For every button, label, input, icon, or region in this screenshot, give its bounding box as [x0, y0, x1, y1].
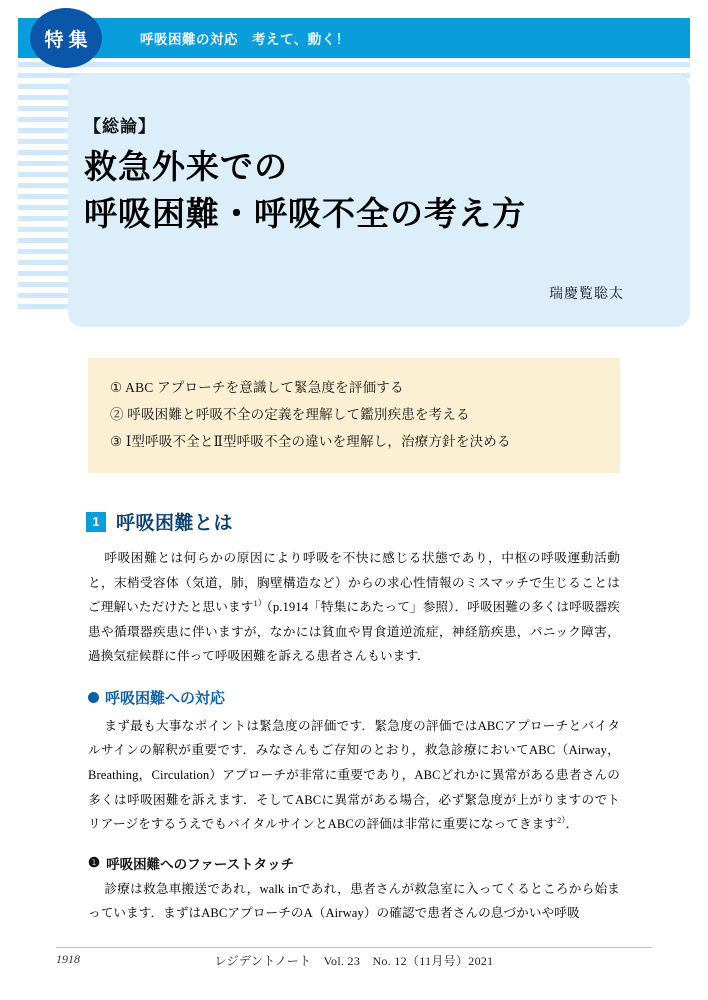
page-title — [84, 144, 526, 238]
subsection-heading-1-label: 呼吸困難への対応 — [105, 689, 226, 707]
subsection-heading-2 — [88, 853, 620, 873]
paragraph-2 — [88, 714, 620, 837]
list-item: ③ Ⅰ型呼吸不全とⅡ型呼吸不全の違いを理解し，治療方針を決める — [110, 434, 511, 449]
banner-header-title: 呼吸困難の対応 考えて、動く！ — [140, 32, 350, 47]
paragraph-2-cont: ． — [565, 817, 579, 832]
objectives-box — [88, 358, 620, 473]
article-kind-label: 【総論】 — [84, 117, 156, 136]
bullet-icon — [88, 692, 99, 703]
paragraph-1-text: 呼吸困難とは何らかの原因により呼吸を不快に感じる状態であり，中枢の呼吸運動活動と，末梢受容体（気道，肺，胸壁構造など）からの求心性情報のミスマッチで生じることはご理解いただけたと思います — [88, 551, 620, 615]
paragraph-3: 診療は救急車搬送であれ，walk inであれ，患者さんが救急室に入ってくるところから始まっています．まずはABCアプローチのA（Airway）の確認で患者さんの息づかいや呼吸 — [88, 881, 620, 921]
section-heading — [86, 508, 233, 535]
numbered-bullet-icon: ❶ — [88, 854, 101, 870]
top-banner — [0, 0, 708, 330]
paragraph-1-cont: （p.1914「特集にあたって」参照）．呼吸困難の多くは呼吸器疾患や循環器疾患に伴いますが，なかには貧血や胃食道逆流症，神経筋疾患，パニック障害，過換気症候群に伴って呼吸困難を訴える患者さんもいます． — [88, 600, 620, 664]
objectives-list — [110, 374, 598, 455]
feature-badge: 特集 — [30, 8, 102, 68]
reference-marker-1: 1） — [253, 598, 267, 609]
subsection-heading-2-label: 呼吸困難へのファーストタッチ — [106, 856, 295, 872]
page-title-line2: 呼吸困難・呼吸不全の考え方 — [84, 194, 526, 232]
journal-info: レジデントノート Vol. 23 No. 12（11月号）2021 — [214, 954, 494, 968]
author-name: 瑞慶覧聡太 — [549, 285, 624, 301]
banner-header-bar — [18, 18, 690, 58]
page-number: 1918 — [56, 952, 80, 966]
page-footer — [0, 952, 708, 972]
section-title: 呼吸困難とは — [116, 513, 234, 534]
paragraph-2-text: まず最も大事なポイントは緊急度の評価です．緊急度の評価ではABCアプローチとバイタルサインの解釈が重要です．みなさんもご存知のとおり，救急診療においてABC（Airway，Breathing，Circulation）アプローチが非常に重要であり，ABCどれかに異常がある患者さんの多くは呼吸困難を訴えます．そしてABCに異常がある場合，必ず緊急度が上がりますのでトリアージをするうえでもバイタルサインとABCの評価は非常に重要になってきます — [88, 718, 620, 832]
reference-marker-2: 2） — [556, 815, 566, 826]
paragraph-1 — [88, 546, 620, 669]
list-item: ① ABC アプローチを意識して緊急度を評価する — [110, 380, 404, 395]
section-number-badge: 1 — [86, 512, 106, 532]
article-body — [88, 546, 620, 926]
list-item: ② 呼吸困難と呼吸不全の定義を理解して鑑別疾患を考える — [110, 407, 470, 422]
footer-divider — [56, 947, 652, 948]
page-title-line1: 救急外来での — [84, 148, 288, 185]
subsection-heading-1 — [88, 687, 620, 708]
